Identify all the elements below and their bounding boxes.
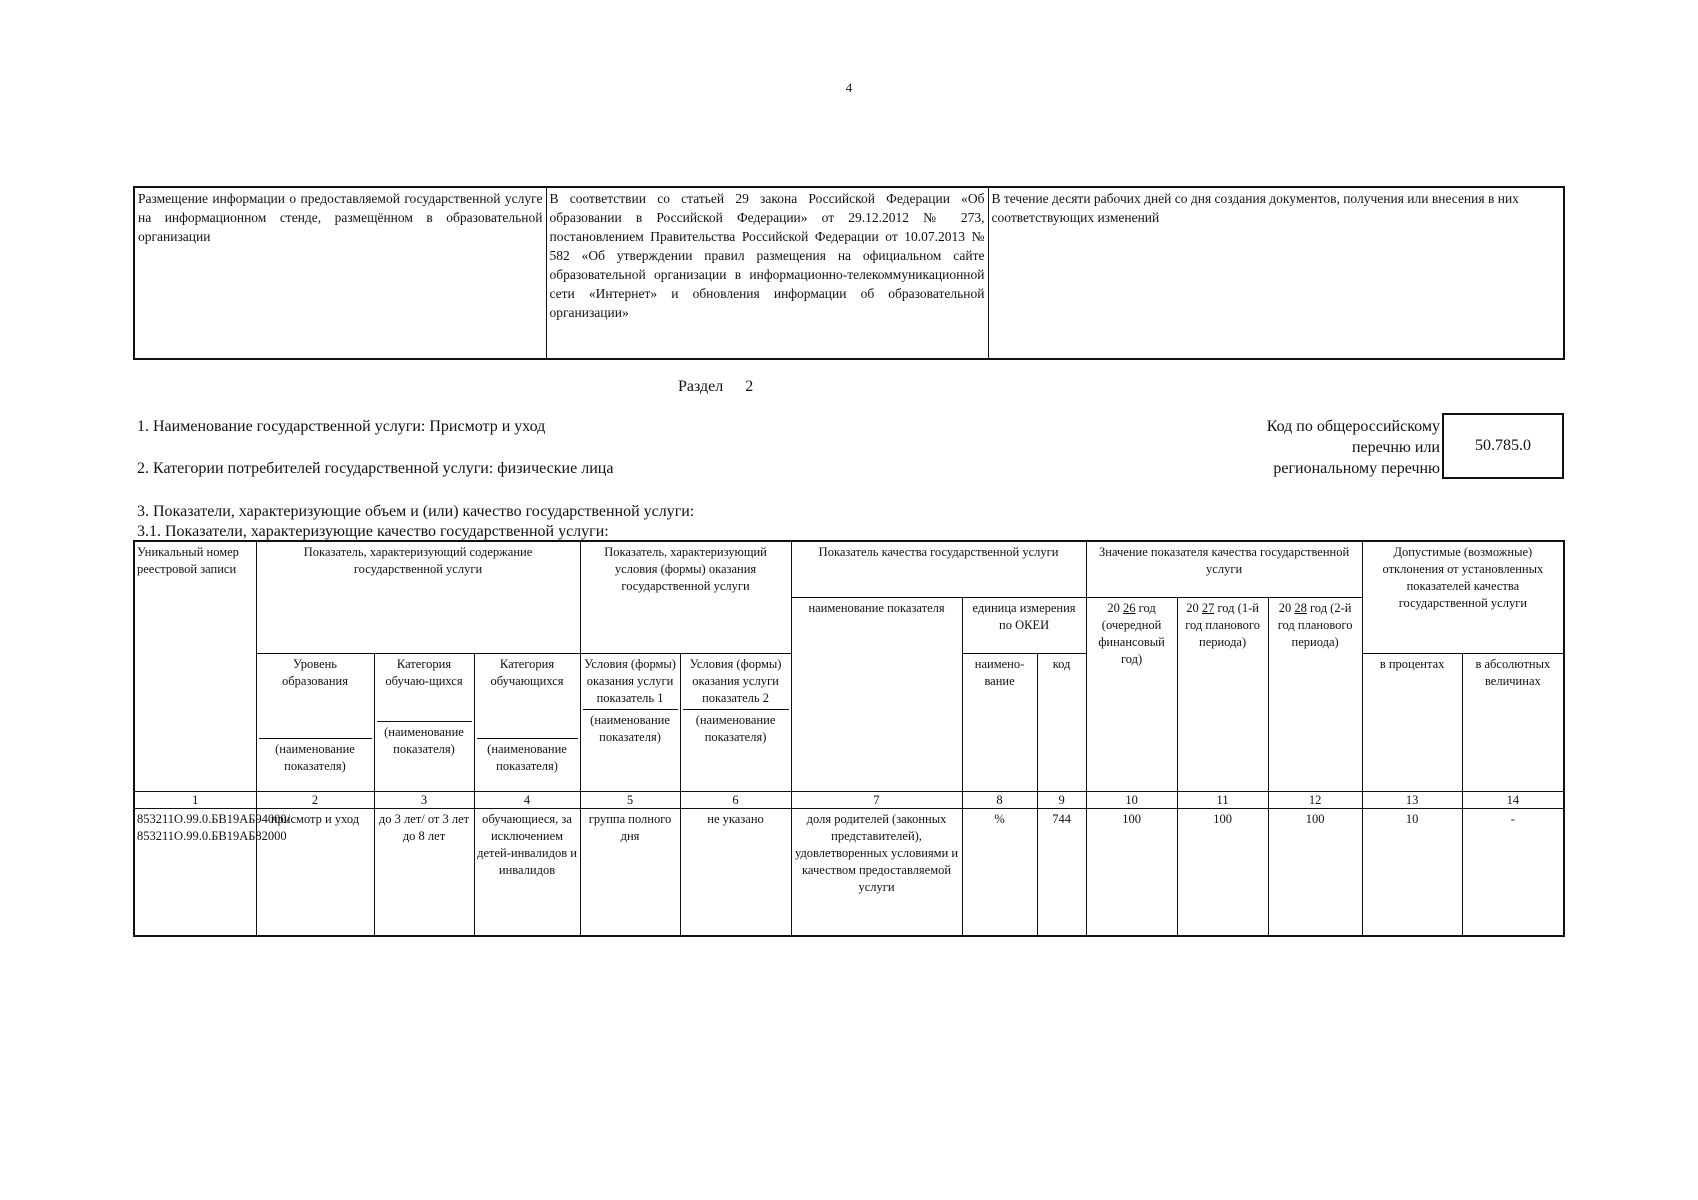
row-unit-code: 744: [1037, 808, 1086, 936]
row-percent: 10: [1362, 808, 1462, 936]
year-3-value: 28: [1294, 600, 1307, 615]
col-number: 4: [474, 791, 580, 808]
row-level: присмотр и уход: [256, 808, 374, 936]
row-category-2: обучающиеся, за исключением детей-инвалидов и инвалидов: [474, 808, 580, 936]
col-number: 5: [580, 791, 680, 808]
info-placement-table: [133, 186, 1565, 360]
row-value-2: 100: [1177, 808, 1268, 936]
col-number: 9: [1037, 791, 1086, 808]
col-number: 10: [1086, 791, 1177, 808]
header-condition-2: Условия (формы) оказания услуги показатель 2 (наименование показателя): [680, 653, 791, 791]
header-year-2: 20 27 год (1-й год планового периода): [1177, 597, 1268, 791]
info-content-cell: В соответствии со статьей 29 закона Российской Федерации «Об образовании в Российской Федерации» от 29.12.2012 № 273, постановлением Правительства Российской Федерации от 10.07.2013 № 582 «Об утверждении правил размещения на официальном сайте образовательной организации в информационно-телекоммуникационной сети «Интернет» и обновления информации об образовательной организации»: [546, 187, 988, 359]
row-condition-2: не указано: [680, 808, 791, 936]
indicators-heading: 3. Показатели, характеризующие объем и (или) качество государственной услуги:: [137, 503, 695, 520]
header-absolute: в абсолютных величинах: [1462, 653, 1564, 791]
header-year-1: 20 26 год (очередной финансовый год): [1086, 597, 1177, 791]
header-indicator-name: наименование показателя: [791, 597, 962, 791]
consumer-categories: 2. Категории потребителей государственной услуги: физические лица: [137, 460, 614, 477]
row-unique-number: 853211О.99.0.БВ19АБ94000/ 853211О.99.0.БВ19АБ82000: [134, 808, 256, 936]
col-number: 7: [791, 791, 962, 808]
row-unit-name: %: [962, 808, 1037, 936]
header-conditions: Показатель, характеризующий условия (формы) оказания государственной услуги: [580, 541, 791, 597]
code-label: [1200, 416, 1440, 479]
header-content: Показатель, характеризующий содержание государственной услуги: [256, 541, 580, 597]
header-conditions-spacer: [580, 597, 791, 653]
header-content-spacer: [256, 597, 580, 653]
service-name: 1. Наименование государственной услуги: Присмотр и уход: [137, 418, 546, 435]
row-category-1: до 3 лет/ от 3 лет до 8 лет: [374, 808, 474, 936]
header-unit-code: код: [1037, 653, 1086, 791]
code-value: 50.785.0: [1475, 437, 1531, 454]
section-number: 2: [745, 378, 754, 395]
header-unit: единица измерения по ОКЕИ: [962, 597, 1086, 653]
header-values: Значение показателя качества государственной услуги: [1086, 541, 1362, 597]
year-2-value: 27: [1201, 600, 1215, 615]
header-deviation: Допустимые (возможные) отклонения от установленных показателей качества государственной услуги: [1362, 541, 1564, 653]
col-number: 3: [374, 791, 474, 808]
header-unit-name: наимено-вание: [962, 653, 1037, 791]
header-category-2: Категория обучающихся (наименование показателя): [474, 653, 580, 791]
code-label-line1: Код по общероссийскому: [1266, 418, 1440, 435]
header-category-1: Категория обучаю-щихся (наименование показателя): [374, 653, 474, 791]
col-number: 2: [256, 791, 374, 808]
code-label-line2: перечню или: [1351, 439, 1440, 456]
row-value-1: 100: [1086, 808, 1177, 936]
col-number: 8: [962, 791, 1037, 808]
col-number: 6: [680, 791, 791, 808]
year-1-value: 26: [1123, 600, 1136, 615]
section-label: Раздел: [678, 378, 724, 395]
header-unique-number: Уникальный номер реестровой записи: [134, 541, 256, 791]
row-value-3: 100: [1268, 808, 1362, 936]
section-heading: [678, 378, 753, 396]
quality-indicators-heading: 3.1. Показатели, характеризующие качество государственной услуги:: [137, 523, 609, 540]
code-label-line3: региональному перечню: [1273, 460, 1440, 477]
col-number: 14: [1462, 791, 1564, 808]
info-method-cell: Размещение информации о предоставляемой государственной услуге на информационном стенде, размещённом в образовательной организации: [134, 187, 546, 359]
page-number: 4: [845, 80, 853, 95]
quality-indicators-table: [133, 540, 1565, 937]
header-year-3: 20 28 год (2-й год планового периода): [1268, 597, 1362, 791]
col-number: 13: [1362, 791, 1462, 808]
code-value-box: [1442, 413, 1564, 479]
row-absolute: -: [1462, 808, 1564, 936]
table-row: [134, 808, 1564, 936]
row-condition-1: группа полного дня: [580, 808, 680, 936]
col-number: 1: [134, 791, 256, 808]
header-quality: Показатель качества государственной услуги: [791, 541, 1086, 597]
row-indicator: доля родителей (законных представителей), удовлетворенных условиями и качеством предоставляемой услуги: [791, 808, 962, 936]
col-number: 11: [1177, 791, 1268, 808]
header-percent: в процентах: [1362, 653, 1462, 791]
col-number: 12: [1268, 791, 1362, 808]
info-frequency-cell: В течение десяти рабочих дней со дня создания документов, получения или внесения в них соответствующих изменений: [988, 187, 1564, 359]
header-level: Уровень образования (наименование показателя): [256, 653, 374, 791]
header-condition-1: Условия (формы) оказания услуги показатель 1 (наименование показателя): [580, 653, 680, 791]
